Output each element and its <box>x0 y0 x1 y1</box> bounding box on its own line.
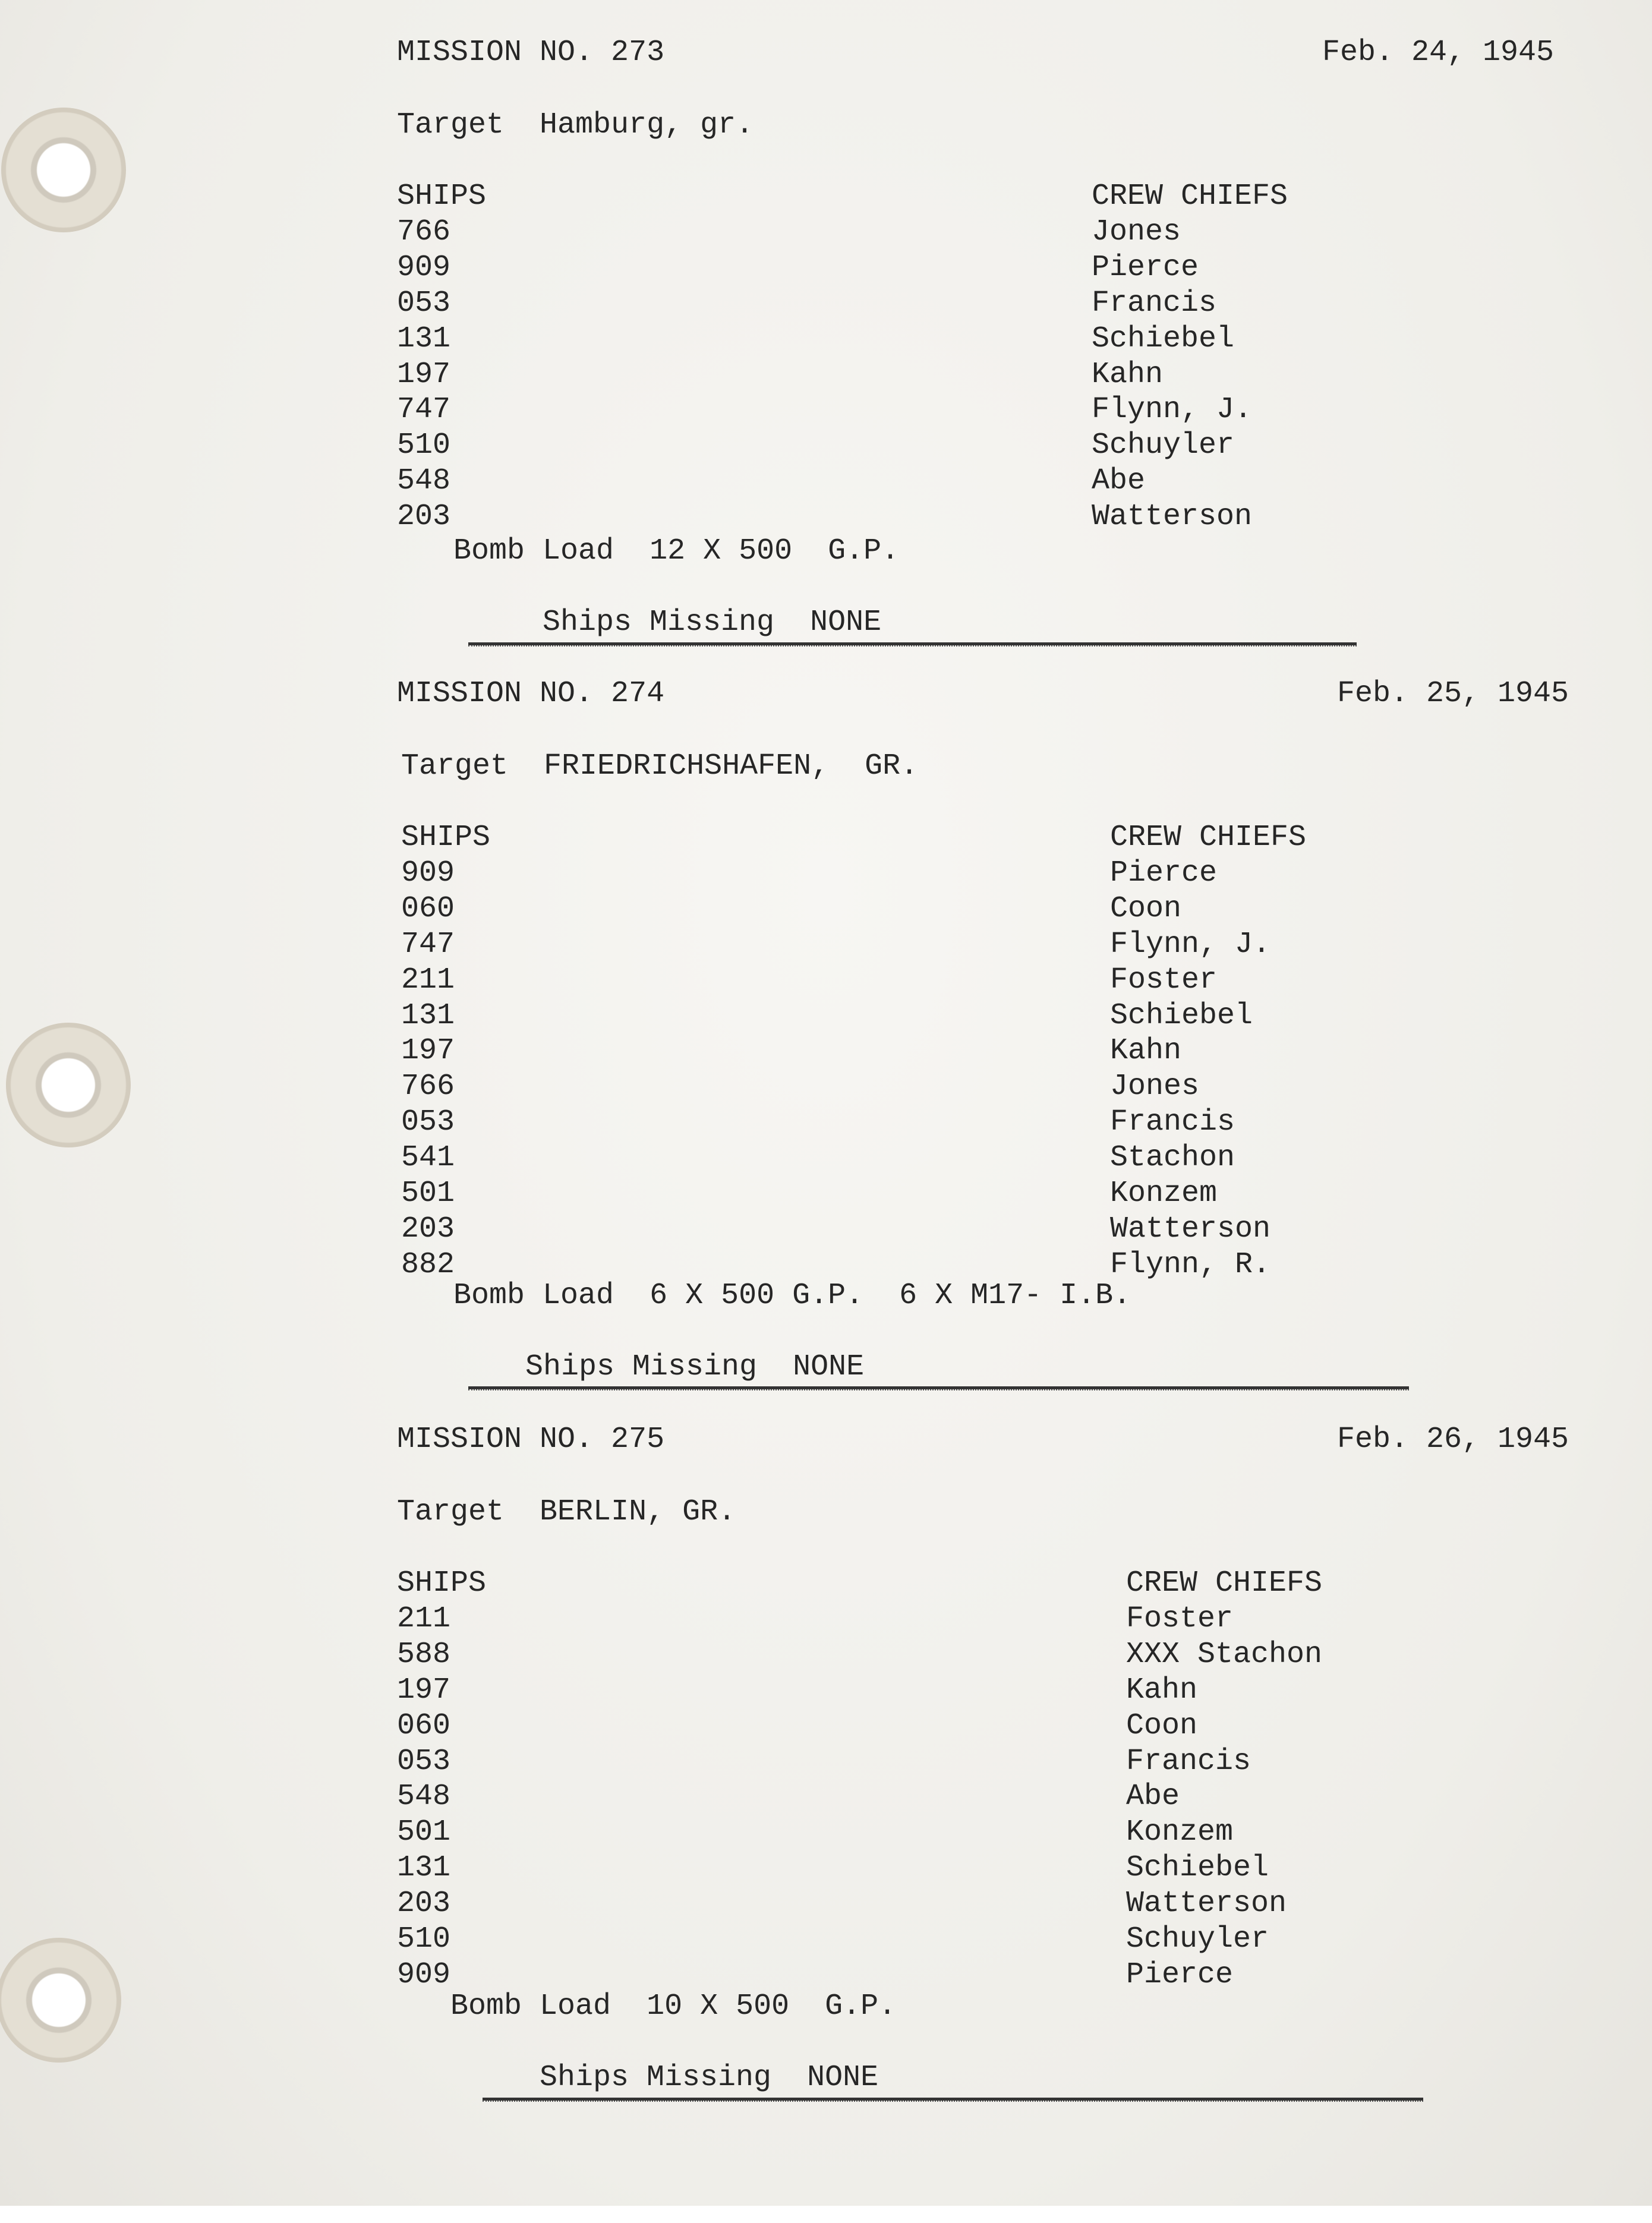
ship-number: 909 <box>401 856 455 890</box>
ship-number: 501 <box>401 1177 455 1211</box>
ship-number: 510 <box>397 428 451 463</box>
bomb-load-value: 12 X 500 G.P. <box>650 534 900 568</box>
mission-number: MISSION NO. 274 <box>397 677 665 711</box>
bomb-load-line <box>453 1279 1131 1313</box>
ships-missing-line <box>540 2061 878 2095</box>
crew-chief: Kahn <box>1126 1673 1198 1707</box>
ship-number: 053 <box>401 1105 455 1140</box>
ships-missing-label: Ships Missing <box>543 606 775 639</box>
crew-chief: Pierce <box>1092 250 1199 285</box>
crew-chief: Konzem <box>1110 1177 1218 1211</box>
ship-number: 909 <box>397 250 451 285</box>
section-divider <box>468 642 1357 647</box>
ship-number: 060 <box>401 891 455 926</box>
crew-chief: Flynn, J. <box>1110 927 1271 961</box>
section-divider <box>483 2098 1423 2102</box>
ship-number: 766 <box>397 215 451 249</box>
crew-chief: Pierce <box>1110 856 1218 890</box>
ship-number: 203 <box>397 500 451 534</box>
ships-missing-value: NONE <box>810 606 882 639</box>
crew-chief: Watterson <box>1092 500 1253 534</box>
crew-chief: Foster <box>1126 1602 1234 1636</box>
target-line <box>397 108 754 143</box>
crew-chief: Schiebel <box>1126 1851 1269 1885</box>
crew-chief: Abe <box>1092 464 1146 499</box>
target-label: Target <box>401 749 509 783</box>
ship-number: 588 <box>397 1637 451 1672</box>
ship-number: 060 <box>397 1708 451 1743</box>
ships-missing-line <box>525 1350 864 1385</box>
crew-chief: XXX Stachon <box>1126 1637 1323 1672</box>
page-bottom-edge <box>0 2206 1652 2223</box>
mission-number: MISSION NO. 273 <box>397 36 665 70</box>
ships-missing-value: NONE <box>807 2061 879 2095</box>
ship-number: 053 <box>397 1744 451 1779</box>
ship-number: 548 <box>397 1780 451 1814</box>
ships-missing-label: Ships Missing <box>525 1350 758 1384</box>
ship-number: 053 <box>397 286 451 320</box>
target-label: Target <box>397 1495 505 1529</box>
crew-chief: Schuyler <box>1126 1922 1269 1957</box>
ship-number: 548 <box>397 464 451 499</box>
ships-missing-value: NONE <box>793 1350 865 1384</box>
crew-chief: Stachon <box>1110 1141 1235 1175</box>
bomb-load-value: 6 X 500 G.P. 6 X M17- I.B. <box>650 1279 1131 1313</box>
crew-chief: Watterson <box>1110 1212 1271 1246</box>
ships-header: SHIPS <box>397 1566 487 1600</box>
crew-chiefs-header: CREW CHIEFS <box>1092 179 1288 213</box>
crew-chiefs-list <box>1126 1601 1322 1993</box>
mission-date: Feb. 24, 1945 <box>1322 36 1555 70</box>
crew-chief: Jones <box>1110 1070 1200 1104</box>
crew-chiefs-header: CREW CHIEFS <box>1126 1566 1323 1600</box>
mission-date: Feb. 26, 1945 <box>1337 1423 1569 1456</box>
bomb-load-label: Bomb Load <box>453 1279 614 1313</box>
target-line <box>397 1495 736 1530</box>
ship-number: 131 <box>401 998 455 1033</box>
target-line <box>401 749 918 784</box>
crew-chief: Jones <box>1092 215 1181 249</box>
ship-number: 131 <box>397 321 451 356</box>
ship-number: 211 <box>397 1602 451 1636</box>
ships-header: SHIPS <box>397 179 487 213</box>
crew-chief: Kahn <box>1092 357 1164 392</box>
crew-chief: Schiebel <box>1110 998 1253 1033</box>
crew-chief: Abe <box>1126 1780 1180 1814</box>
ship-number: 501 <box>397 1815 451 1850</box>
crew-chief: Coon <box>1126 1708 1198 1743</box>
crew-chief: Schiebel <box>1092 321 1235 356</box>
ship-number: 747 <box>401 927 455 961</box>
target-value: Hamburg, gr. <box>540 108 754 142</box>
bomb-load-line <box>453 534 899 569</box>
ships-list <box>397 1601 450 1993</box>
bomb-load-label: Bomb Load <box>453 534 614 568</box>
crew-chief: Schuyler <box>1092 428 1235 463</box>
crew-chief: Foster <box>1110 963 1218 997</box>
mission-number: MISSION NO. 275 <box>397 1423 665 1456</box>
ship-number: 882 <box>401 1247 455 1282</box>
crew-chiefs-list <box>1092 215 1252 535</box>
ship-number: 203 <box>397 1887 451 1921</box>
ships-list <box>401 856 455 1283</box>
crew-chiefs-header: CREW CHIEFS <box>1110 821 1307 854</box>
ship-number: 909 <box>397 1957 451 1992</box>
ships-missing-label: Ships Missing <box>540 2061 772 2095</box>
crew-chiefs-list <box>1110 856 1270 1283</box>
bomb-load-value: 10 X 500 G.P. <box>647 1989 897 2023</box>
crew-chief: Francis <box>1092 286 1217 320</box>
crew-chief: Watterson <box>1126 1887 1287 1921</box>
mission-date: Feb. 25, 1945 <box>1337 677 1569 711</box>
ships-missing-line <box>543 606 881 640</box>
crew-chief: Flynn, R. <box>1110 1247 1271 1282</box>
target-value: FRIEDRICHSHAFEN, GR. <box>544 749 919 783</box>
ship-number: 197 <box>401 1034 455 1068</box>
crew-chief: Kahn <box>1110 1034 1182 1068</box>
ships-header: SHIPS <box>401 821 491 854</box>
bomb-load-label: Bomb Load <box>450 1989 611 2023</box>
ship-number: 211 <box>401 963 455 997</box>
crew-chief: Francis <box>1110 1105 1235 1140</box>
crew-chief: Flynn, J. <box>1092 393 1253 427</box>
crew-chief: Francis <box>1126 1744 1251 1779</box>
crew-chief: Pierce <box>1126 1957 1234 1992</box>
ship-number: 131 <box>397 1851 451 1885</box>
crew-chief: Konzem <box>1126 1815 1234 1850</box>
ship-number: 747 <box>397 393 451 427</box>
binder-hole-top <box>1 108 126 232</box>
ship-number: 541 <box>401 1141 455 1175</box>
ship-number: 197 <box>397 1673 451 1707</box>
binder-hole-middle <box>6 1023 131 1147</box>
ship-number: 203 <box>401 1212 455 1246</box>
binder-hole-bottom <box>0 1938 121 2063</box>
ship-number: 197 <box>397 357 451 392</box>
section-divider <box>468 1386 1409 1390</box>
ships-list <box>397 215 450 535</box>
target-value: BERLIN, GR. <box>540 1495 736 1529</box>
bomb-load-line <box>450 1989 896 2024</box>
ship-number: 766 <box>401 1070 455 1104</box>
crew-chief: Coon <box>1110 891 1182 926</box>
ship-number: 510 <box>397 1922 451 1957</box>
target-label: Target <box>397 108 505 142</box>
